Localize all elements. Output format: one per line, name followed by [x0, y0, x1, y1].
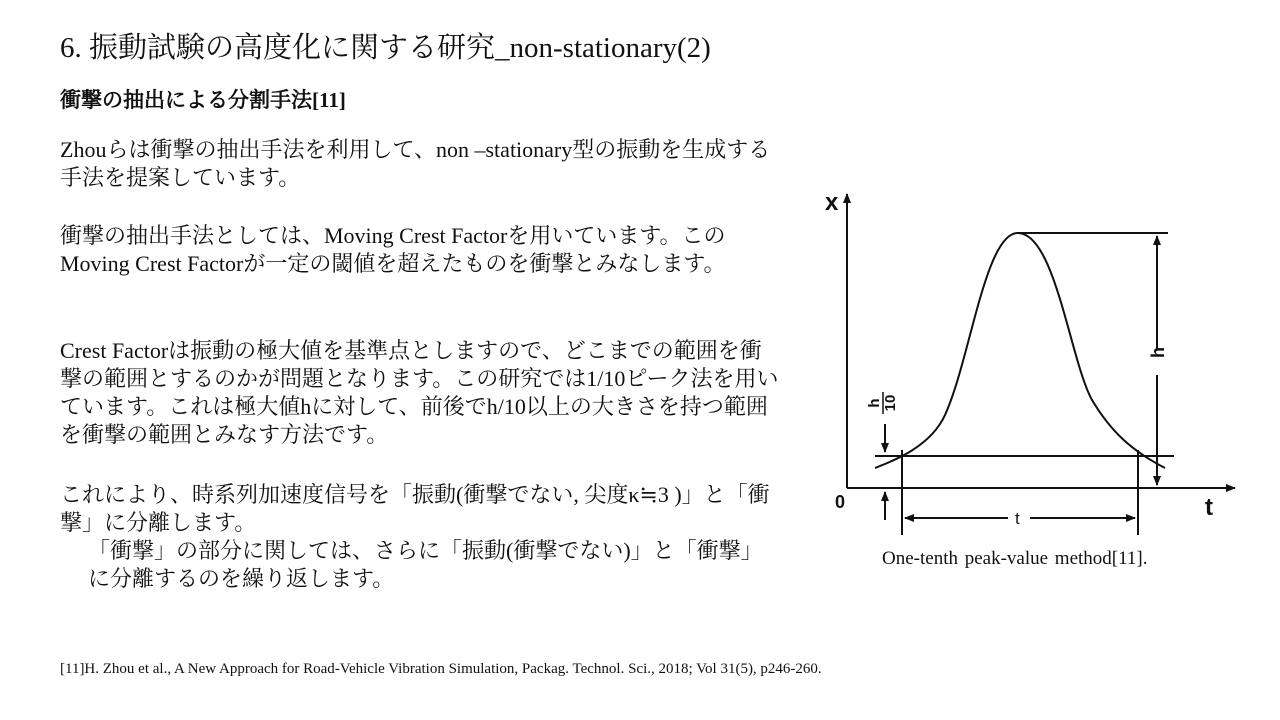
tenth-fraction-label [866, 392, 899, 414]
fraction-numerator: h [866, 398, 883, 408]
paragraph-text: Zhouらは衝撃の抽出手法を利用して、non –stationary型の振動を生成する手法を提案しています。 [60, 137, 771, 190]
paragraph-text: 「衝撃」の部分に関しては、さらに「振動(衝撃でない)」と「衝撃」に分離するのを繰り返します。 [88, 538, 763, 591]
paragraph-text: これにより、時系列加速度信号を「振動(衝撃でない, 尖度κ≒3 )」と「衝撃」に分離します。 [60, 482, 770, 535]
figure-caption: One-tenth peak-value method[11]. [882, 548, 1148, 569]
peak-curve [875, 233, 1165, 468]
origin-label: 0 [835, 492, 846, 512]
fraction-denominator: 10 [882, 394, 899, 412]
paragraph-separation [60, 481, 780, 593]
y-axis-label: x [825, 189, 839, 216]
duration-label: t [1015, 509, 1020, 528]
x-axis-label: t [1205, 494, 1213, 521]
height-label: h [1148, 347, 1168, 358]
paragraph-method-overview [60, 136, 780, 192]
diagram-svg [825, 180, 1250, 540]
reference-citation: [11]H. Zhou et al., A New Approach for Road-Vehicle Vibration Simulation, Packag. Technol. Sci., 2018; Vol 31(5), p246-260. [60, 661, 822, 677]
section-subtitle: 衝撃の抽出による分割手法[11] [60, 88, 346, 112]
slide-title: 6. 振動試験の高度化に関する研究_non-stationary(2) [60, 32, 711, 64]
paragraph-one-tenth-method [60, 337, 780, 449]
paragraph-text: 衝撃の抽出手法としては、Moving Crest Factorを用いています。このMoving Crest Factorが一定の閾値を超えたものを衝撃とみなします。 [60, 223, 726, 276]
paragraph-text: Crest Factorは振動の極大値を基準点としますので、どこまでの範囲を衝撃の範囲とするのかが問題となります。この研究では1/10ピーク法を用いています。これは極大値hに対して、前後でh/10以上の大きさを持つ範囲を衝撃の範囲とみなす方法です。 [60, 338, 779, 447]
paragraph-crest-factor [60, 222, 780, 278]
one-tenth-peak-diagram [825, 180, 1250, 540]
